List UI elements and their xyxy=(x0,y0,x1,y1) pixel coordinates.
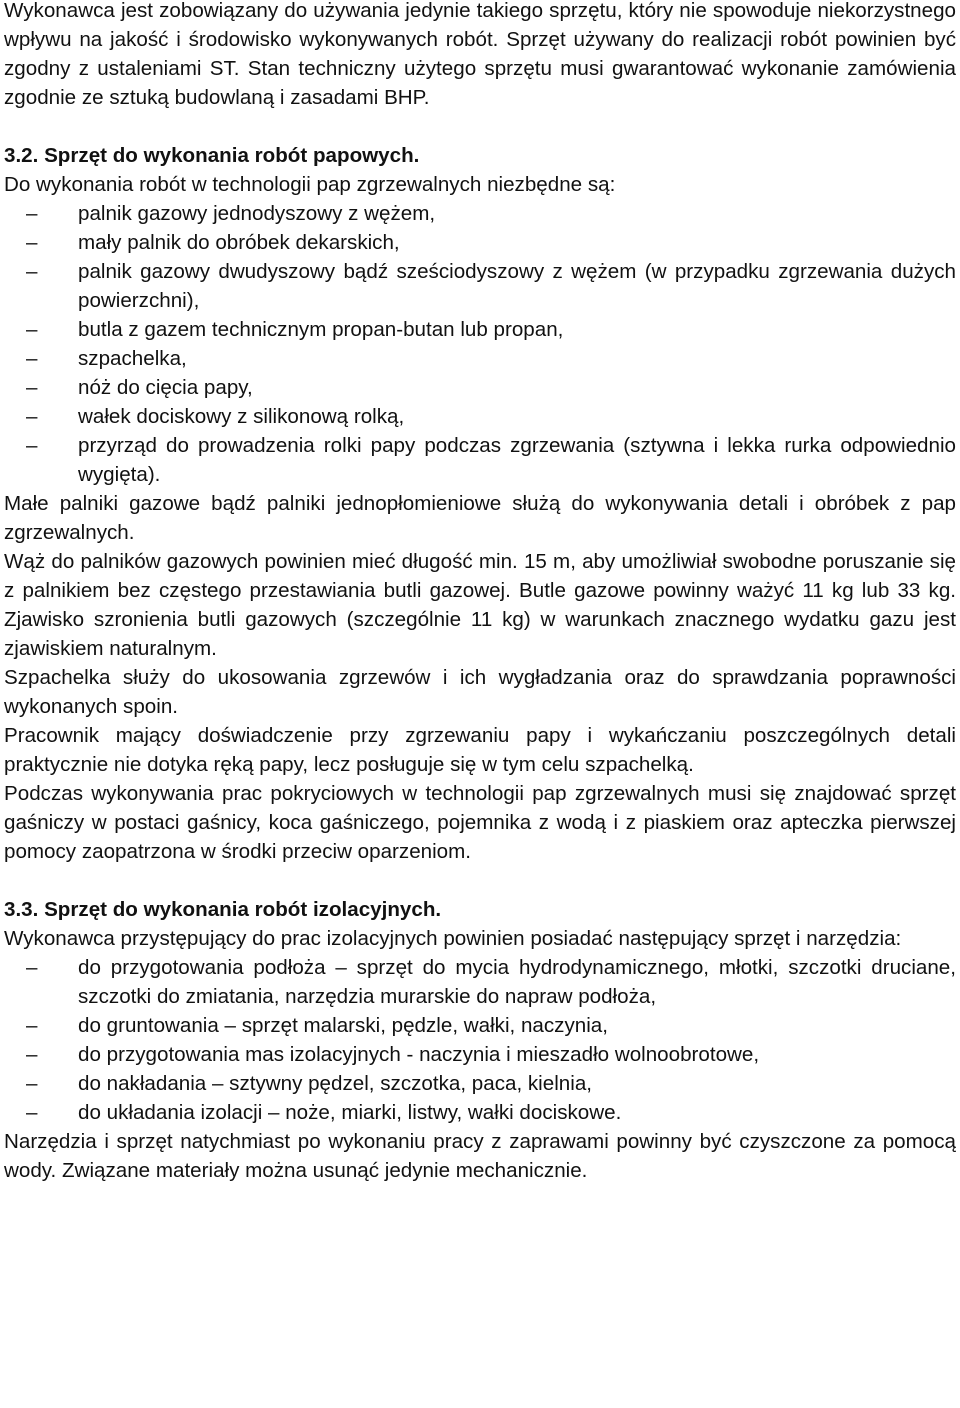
paragraph-spatula: Szpachelka służy do ukosowania zgrzewów i ich wygładzania oraz do sprawdzania poprawności wykonanych spoin. xyxy=(4,666,956,718)
paragraph-small-burners: Małe palniki gazowe bądź palniki jednopłomieniowe służą do wykonywania detali i obróbek z pap zgrzewalnych. xyxy=(4,492,956,544)
list-item: – palnik gazowy jednodyszowy z wężem, xyxy=(4,199,956,228)
list-item: – do układania izolacji – noże, miarki, listwy, wałki dociskowe. xyxy=(4,1098,956,1127)
list-item: – wałek dociskowy z silikonową rolką, xyxy=(4,402,956,431)
list-item: – nóż do cięcia papy, xyxy=(4,373,956,402)
intro-paragraph: Wykonawca jest zobowiązany do używania jedynie takiego sprzętu, który nie spowoduje niekorzystnego wpływu na jakość i środowisko wykonywanych robót. Sprzęt używany do realizacji robót powinien być zgodny z ustaleniami ST. Stan techniczny użytego sprzętu musi gwarantować wykonanie zamówienia zgodnie ze sztuką budowlaną i zasadami BHP. xyxy=(4,0,956,109)
list-item: – do nakładania – sztywny pędzel, szczotka, paca, kielnia, xyxy=(4,1069,956,1098)
spacer xyxy=(4,866,956,895)
list-item: – przyrząd do prowadzenia rolki papy podczas zgrzewania (sztywna i lekka rurka odpowiednio wygięta). xyxy=(4,431,956,489)
document-page xyxy=(4,0,956,1185)
list-item: – do gruntowania – sprzęt malarski, pędzle, wałki, naczynia, xyxy=(4,1011,956,1040)
list-item: – palnik gazowy dwudyszowy bądź sześciodyszowy z wężem (w przypadku zgrzewania dużych powierzchni), xyxy=(4,257,956,315)
list-item: – butla z gazem technicznym propan-butan lub propan, xyxy=(4,315,956,344)
list-item: – do przygotowania podłoża – sprzęt do mycia hydrodynamicznego, młotki, szczotki druciane, szczotki do zmiatania, narzędzia murarskie do napraw podłoża, xyxy=(4,953,956,1011)
section-3-3-lead: Wykonawca przystępujący do prac izolacyjnych powinien posiadać następujący sprzęt i narzędzia: xyxy=(4,927,902,950)
list-item: – szpachelka, xyxy=(4,344,956,373)
section-3-2-equipment-list xyxy=(4,199,956,489)
paragraph-hose-and-bottles: Wąż do palników gazowych powinien mieć długość min. 15 m, aby umożliwiał swobodne poruszanie się z palnikiem bez częstego przestawiania butli gazowej. Butle gazowe powinny ważyć 11 kg lub 33 kg. Zjawisko szronienia butli gazowych (szczególnie 11 kg) w warunkach znacznego wydatku gazu jest zjawiskiem naturalnym. xyxy=(4,550,956,660)
spacer xyxy=(4,112,956,141)
section-3-3-tools-list xyxy=(4,953,956,1127)
paragraph-worker: Pracownik mający doświadczenie przy zgrzewaniu papy i wykańczaniu poszczególnych detali praktycznie nie dotyka ręką papy, lecz posługuje się w tym celu szpachelką. xyxy=(4,724,956,776)
section-3-3-heading: 3.3. Sprzęt do wykonania robót izolacyjnych. xyxy=(4,898,442,921)
section-3-2-heading: 3.2. Sprzęt do wykonania robót papowych. xyxy=(4,144,420,167)
section-3-2-lead: Do wykonania robót w technologii pap zgrzewalnych niezbędne są: xyxy=(4,173,616,196)
list-item: – mały palnik do obróbek dekarskich, xyxy=(4,228,956,257)
list-item: – do przygotowania mas izolacyjnych - naczynia i mieszadło wolnoobrotowe, xyxy=(4,1040,956,1069)
paragraph-fire-safety: Podczas wykonywania prac pokryciowych w technologii pap zgrzewalnych musi się znajdować sprzęt gaśniczy w postaci gaśnicy, koca gaśniczego, pojemnika z wodą i z piaskiem oraz apteczka pierwszej pomocy zaopatrzona w środki przeciw oparzeniom. xyxy=(4,782,956,863)
closing-paragraph: Narzędzia i sprzęt natychmiast po wykonaniu pracy z zaprawami powinny być czyszczone za pomocą wody. Związane materiały można usunąć jedynie mechanicznie. xyxy=(4,1130,956,1182)
